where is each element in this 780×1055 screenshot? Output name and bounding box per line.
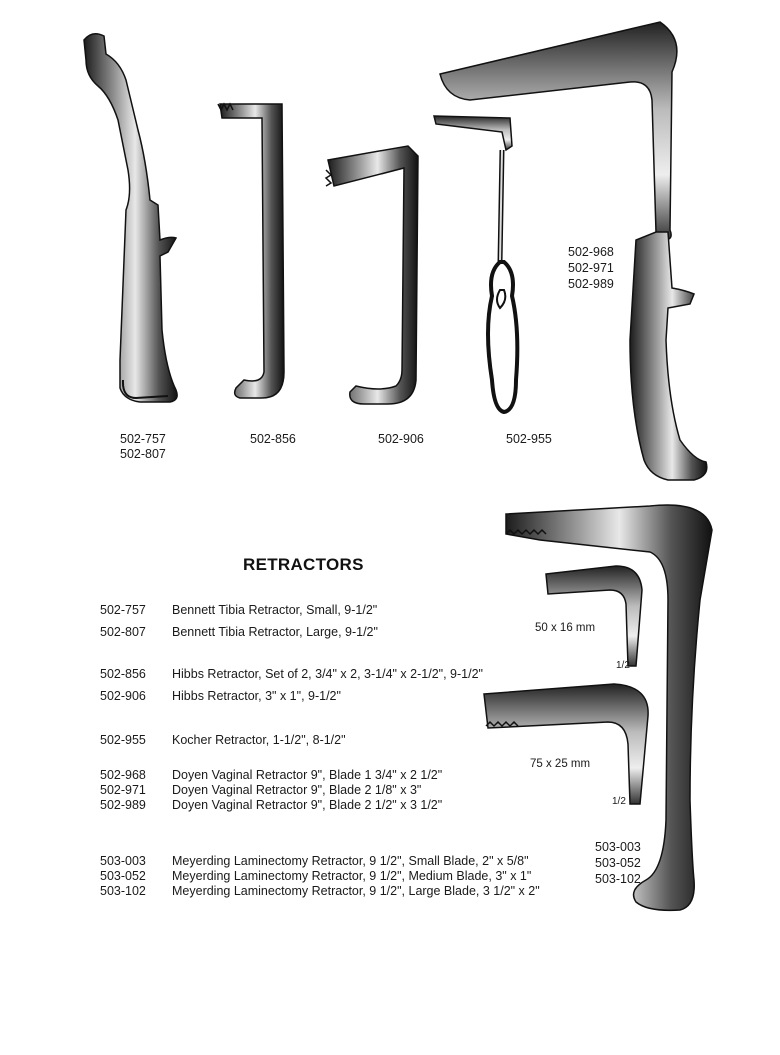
catalog-desc: Bennett Tibia Retractor, Small, 9-1/2"	[172, 603, 378, 617]
label-kocher: 502-955	[506, 432, 552, 446]
catalog-row	[100, 798, 442, 812]
catalog-desc: Hibbs Retractor, Set of 2, 3/4" x 2, 3-1/4" x 2-1/2", 9-1/2"	[172, 667, 483, 681]
catalog-code: 502-906	[100, 689, 146, 703]
label-bennett-1: 502-757	[120, 432, 166, 446]
catalog-code: 503-102	[100, 884, 146, 898]
hibbs-set-illustration	[218, 104, 284, 398]
catalog-code: 502-968	[100, 768, 146, 782]
catalog-code: 502-955	[100, 733, 146, 747]
catalog-row	[100, 783, 421, 797]
catalog-code: 502-757	[100, 603, 146, 617]
catalog-desc: Doyen Vaginal Retractor 9", Blade 1 3/4" x 2 1/2"	[172, 768, 443, 782]
catalog-row	[100, 768, 442, 782]
catalog-row	[100, 603, 377, 617]
small-blade-fraction: 1/2	[616, 660, 630, 671]
catalog-desc: Doyen Vaginal Retractor 9", Blade 2 1/8" x 3"	[172, 783, 422, 797]
catalog-code: 502-971	[100, 783, 146, 797]
kocher-illustration	[434, 116, 517, 412]
catalog-row	[100, 733, 346, 747]
catalog-desc: Meyerding Laminectomy Retractor, 9 1/2", Small Blade, 2" x 5/8"	[172, 854, 529, 868]
label-doyen-2: 502-971	[568, 261, 614, 275]
catalog-desc: Bennett Tibia Retractor, Large, 9-1/2"	[172, 625, 378, 639]
label-bennett-2: 502-807	[120, 447, 166, 461]
catalog-row	[100, 854, 529, 868]
small-blade-dimension: 50 x 16 mm	[535, 622, 596, 634]
medium-blade-fraction: 1/2	[612, 796, 626, 807]
catalog-code: 503-052	[100, 869, 146, 883]
catalog-row	[100, 869, 531, 883]
catalog-desc: Hibbs Retractor, 3" x 1", 9-1/2"	[172, 689, 341, 703]
page-title: RETRACTORS	[243, 555, 364, 574]
label-meyerding-1: 503-003	[595, 840, 641, 854]
label-doyen-3: 502-989	[568, 277, 614, 291]
catalog-code: 502-856	[100, 667, 146, 681]
label-hibbs: 502-906	[378, 432, 424, 446]
catalog-code: 502-989	[100, 798, 146, 812]
label-doyen-1: 502-968	[568, 245, 614, 259]
catalog-code: 503-003	[100, 854, 146, 868]
catalog-row	[100, 689, 341, 703]
label-meyerding-2: 503-052	[595, 856, 641, 870]
catalog-row	[100, 625, 378, 639]
catalog-code: 502-807	[100, 625, 146, 639]
catalog-row	[100, 884, 540, 898]
label-meyerding-3: 503-102	[595, 872, 641, 886]
label-hibbs-set: 502-856	[250, 432, 296, 446]
catalog-desc: Kocher Retractor, 1-1/2", 8-1/2"	[172, 733, 346, 747]
medium-blade-dimension: 75 x 25 mm	[530, 758, 591, 770]
bennett-retractor-illustration	[84, 34, 177, 402]
hibbs-illustration	[326, 146, 418, 404]
catalog-desc: Meyerding Laminectomy Retractor, 9 1/2", Medium Blade, 3" x 1"	[172, 869, 532, 883]
catalog-desc: Meyerding Laminectomy Retractor, 9 1/2", Large Blade, 3 1/2" x 2"	[172, 884, 540, 898]
catalog-row	[100, 667, 483, 681]
catalog-desc: Doyen Vaginal Retractor 9", Blade 2 1/2" x 3 1/2"	[172, 798, 443, 812]
